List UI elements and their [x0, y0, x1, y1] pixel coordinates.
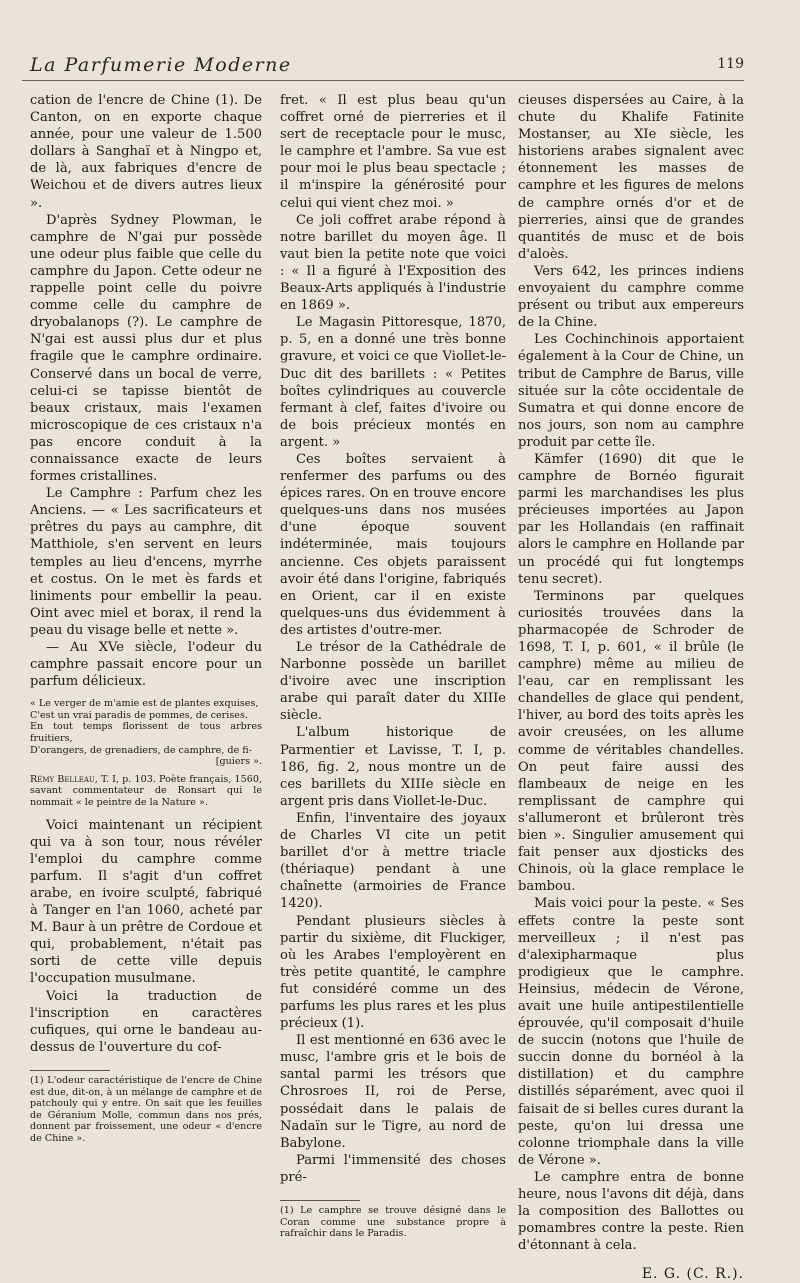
paragraph: Pendant plusieurs siècles à partir du sixième, dit Fluckiger, où les Arabes l'employèrent en très petite quantité, le camphre fut considéré comme un des parfums les plus rares et les plus précieux (1). — [280, 913, 506, 1032]
footnote-rule — [280, 1200, 360, 1201]
paragraph: Voici la traduction de l'inscription en caractères cufiques, qui orne le bandeau au-dessus de l'ouverture du cof- — [30, 988, 262, 1055]
paragraph: Kämfer (1690) dit que le camphre de Bornéo figurait parmi les marchandises les plus précieuses importées au Japon par les Hollandais (en raffinait alors le camphre en Hollande par un procédé qui fut longtemps tenu secret). — [518, 451, 744, 587]
masthead: La Parfumerie Moderne — [30, 54, 292, 76]
footnote: (1) Le camphre se trouve désigné dans le Coran comme une substance propre à rafraîchir dans le Paradis. — [280, 1205, 506, 1240]
paragraph: Parmi l'immensité des choses pré- — [280, 1152, 506, 1185]
verse-line-end: [guiers ». — [215, 756, 262, 768]
attribution-text: , T. I, p. 103. Poète français, 1560, savant commentateur de Ronsart qui le nommait « le peintre de la Nature ». — [30, 773, 262, 809]
paragraph: Ce joli coffret arabe répond à notre barillet du moyen âge. Il vaut bien la petite note que voici : « Il a figuré à l'Exposition des Beaux-Arts appliqués à l'industrie en 1869 ». — [280, 212, 506, 314]
paragraph: Il est mentionné en 636 avec le musc, l'ambre gris et le bois de santal parmi les trésors que Chrosroes II, roi de Perse, possédait dans le palais de Nadaïn sur le Tigre, au nord de Babylone. — [280, 1033, 506, 1151]
verse-line: En tout temps florissent de tous arbres fruitiers, — [30, 721, 262, 745]
paragraph: D'après Sydney Plowman, le camphre de N'gai pur possède une odeur plus faible que celle du camphre du Japon. Cette odeur ne rappelle point celle du poivre comme celle du camphre de dryobalanops (?). Le camphre de N'gai est aussi plus dur et plus fragile que le camphre ordinaire. Conservé dans un bocal de verre, celui-ci se tapisse bientôt de beaux cristaux, mais l'examen microscopique de ces cristaux n'a pas encore conduit à la connaissance exacte de leurs formes cristallines. — [30, 212, 262, 485]
paragraph: Les Cochinchinois apportaient également à la Cour de Chine, un tribut de Camphre de Barus, ville située sur la côte occidentale de Sumatra et qui donne encore de nos jours, son nom au camphre produit par cette île. — [518, 332, 744, 450]
paragraph: Voici maintenant un récipient qui va à son tour, nous révéler l'emploi du camphre comme parfum. Il s'agit d'un coffret arabe, en ivoire sculpté, fabriqué à Tanger en l'an 1060, acheté par M. Baur à un prêtre de Cordoue et qui, probablement, n'était pas sorti de cette ville depuis l'occupation musulmane. — [30, 817, 262, 987]
attribution-author: Rémy Belleau — [30, 773, 95, 785]
paragraph: fret. « Il est plus beau qu'un coffret orné de pierreries et il sert de receptacle pour le musc, le camphre et l'ambre. Sa vue est pour moi le plus beau spectacle ; il m'inspire la générosité pour celui qui vient chez moi. » — [280, 93, 506, 211]
page-number: 119 — [717, 56, 744, 72]
column-1 — [30, 92, 262, 1145]
paragraph: Le camphre entra de bonne heure, nous l'avons dit déjà, dans la composition des Ballottes ou pomambres contre la peste. Rien d'étonnant à cela. — [518, 1169, 744, 1254]
paragraph: Le Magasin Pittoresque, 1870, p. 5, en a donné une très bonne gravure, et voici ce que Viollet-le-Duc dit des barillets : « Petites boîtes cylindriques au couvercle fermant à clef, faites d'ivoire ou de bois précieux montés en argent. » — [280, 315, 506, 450]
page-header — [22, 52, 744, 81]
column-2 — [280, 92, 506, 1240]
footnote-rule — [30, 1070, 110, 1071]
verse-quote — [30, 698, 262, 768]
paragraph: Terminons par quelques curiosités trouvées dans la pharmacopée de Schroder de 1698, T. I, p. 601, « il brûle (le camphre) même au milieu de l'eau, car en remplissant les chandelles de glace qui pendent, l'hiver, au bord des toits après les avoir creusées, on les allume comme de véritables chandelles. On peut faire aussi des flambeaux de neige en les remplissant de camphre qui s'allumeront et brûleront très bien ». Singulier amusement qui fait penser aux djosticks des Chinois, où la glace remplace le bambou. — [518, 588, 744, 895]
paragraph: cation de l'encre de Chine (1). De Canton, on en exporte chaque année, pour une valeur de 1.500 dollars à Sanghaï et à Ningpo et, de là, aux fabriques d'encre de Weichou et de divers autres lieux ». — [30, 93, 262, 211]
column-3 — [518, 92, 744, 1283]
paragraph: Vers 642, les princes indiens envoyaient du camphre comme présent ou tribut aux empereurs de la Chine. — [518, 263, 744, 331]
paragraph: Ces boîtes servaient à renfermer des parfums ou des épices rares. On en trouve encore quelques-uns dans nos musées d'une époque souvent indéterminée, mais toujours ancienne. Ces objets paraissent avoir été dans l'origine, fabriqués en Orient, car il en existe quelques-uns dus évidemment à des artistes d'outre-mer. — [280, 451, 506, 638]
paragraph: Le trésor de la Cathédrale de Narbonne possède un barillet d'ivoire avec une inscription arabe qui paraît dater du XIIIe siècle. — [280, 640, 506, 724]
paragraph: L'album historique de Parmentier et Lavisse, T. I, p. 186, fig. 2, nous montre un de ces barillets du XIIIe siècle en argent pris dans Viollet-le-Duc. — [280, 725, 506, 809]
verse-line: C'est un vrai paradis de pommes, de cerises. — [30, 709, 248, 721]
paragraph: cieuses dispersées au Caire, à la chute du Khalife Fatinite Mostanser, au XIe siècle, les historiens arabes signalent avec étonnement les masses de camphre et les figures de melons de camphre ornés d'or et de pierreries, ainsi que de grandes quantités de musc et de bois d'aloès. — [518, 93, 744, 262]
verse-line: « Le verger de m'amie est de plantes exquises, — [30, 698, 259, 710]
footnote: (1) L'odeur caractéristique de l'encre de Chine est due, dit-on, à un mélange de camphre et de patchouly qui y entre. On sait que les feuilles de Géranium Molle, commun dans nos prés, donnent par froissement, une odeur « d'encre de Chine ». — [30, 1074, 262, 1144]
paragraph: Mais voici pour la peste. « Ses effets contre la peste sont merveilleux ; il n'est pas d'alexipharmaque plus prodigieux que le camphre. Heinsius, médecin de Vérone, avait une huile antipestilentielle éprouvée, qu'il composait d'huile de succin (notons que l'huile de succin donne du bornéol à la distillation) et du camphre distillés séparément, avec quoi il faisait de si belles cures durant la peste, qu'on lui dressa une colonne triomphale dans la ville de Vérone ». — [518, 896, 744, 1168]
section-heading: Le Camphre : Parfum chez les Anciens. — « Les sacrificateurs et prêtres du pays au camphre, dit Matthiole, s'en servent en leurs temples au lieu d'encens, myrrhe et costus. On le met ès fards et liniments pour embellir la peau. Oint avec miel et borax, il rend la peau du visage belle et nette ». — [30, 486, 262, 638]
author-signature: E. G. (C. R.). — [641, 1266, 744, 1283]
paragraph: Enfin, l'inventaire des joyaux de Charles VI cite un petit barillet d'or à mettre triacle (thériaque) pendant à une chaînette (armoiries de France 1420). — [280, 810, 506, 912]
quote-attribution — [30, 774, 262, 809]
verse-line: D'orangers, de grenadiers, de camphre, de fi- — [30, 744, 252, 756]
paragraph: — Au XVe siècle, l'odeur du camphre passait encore pour un parfum délicieux. — [30, 640, 262, 690]
